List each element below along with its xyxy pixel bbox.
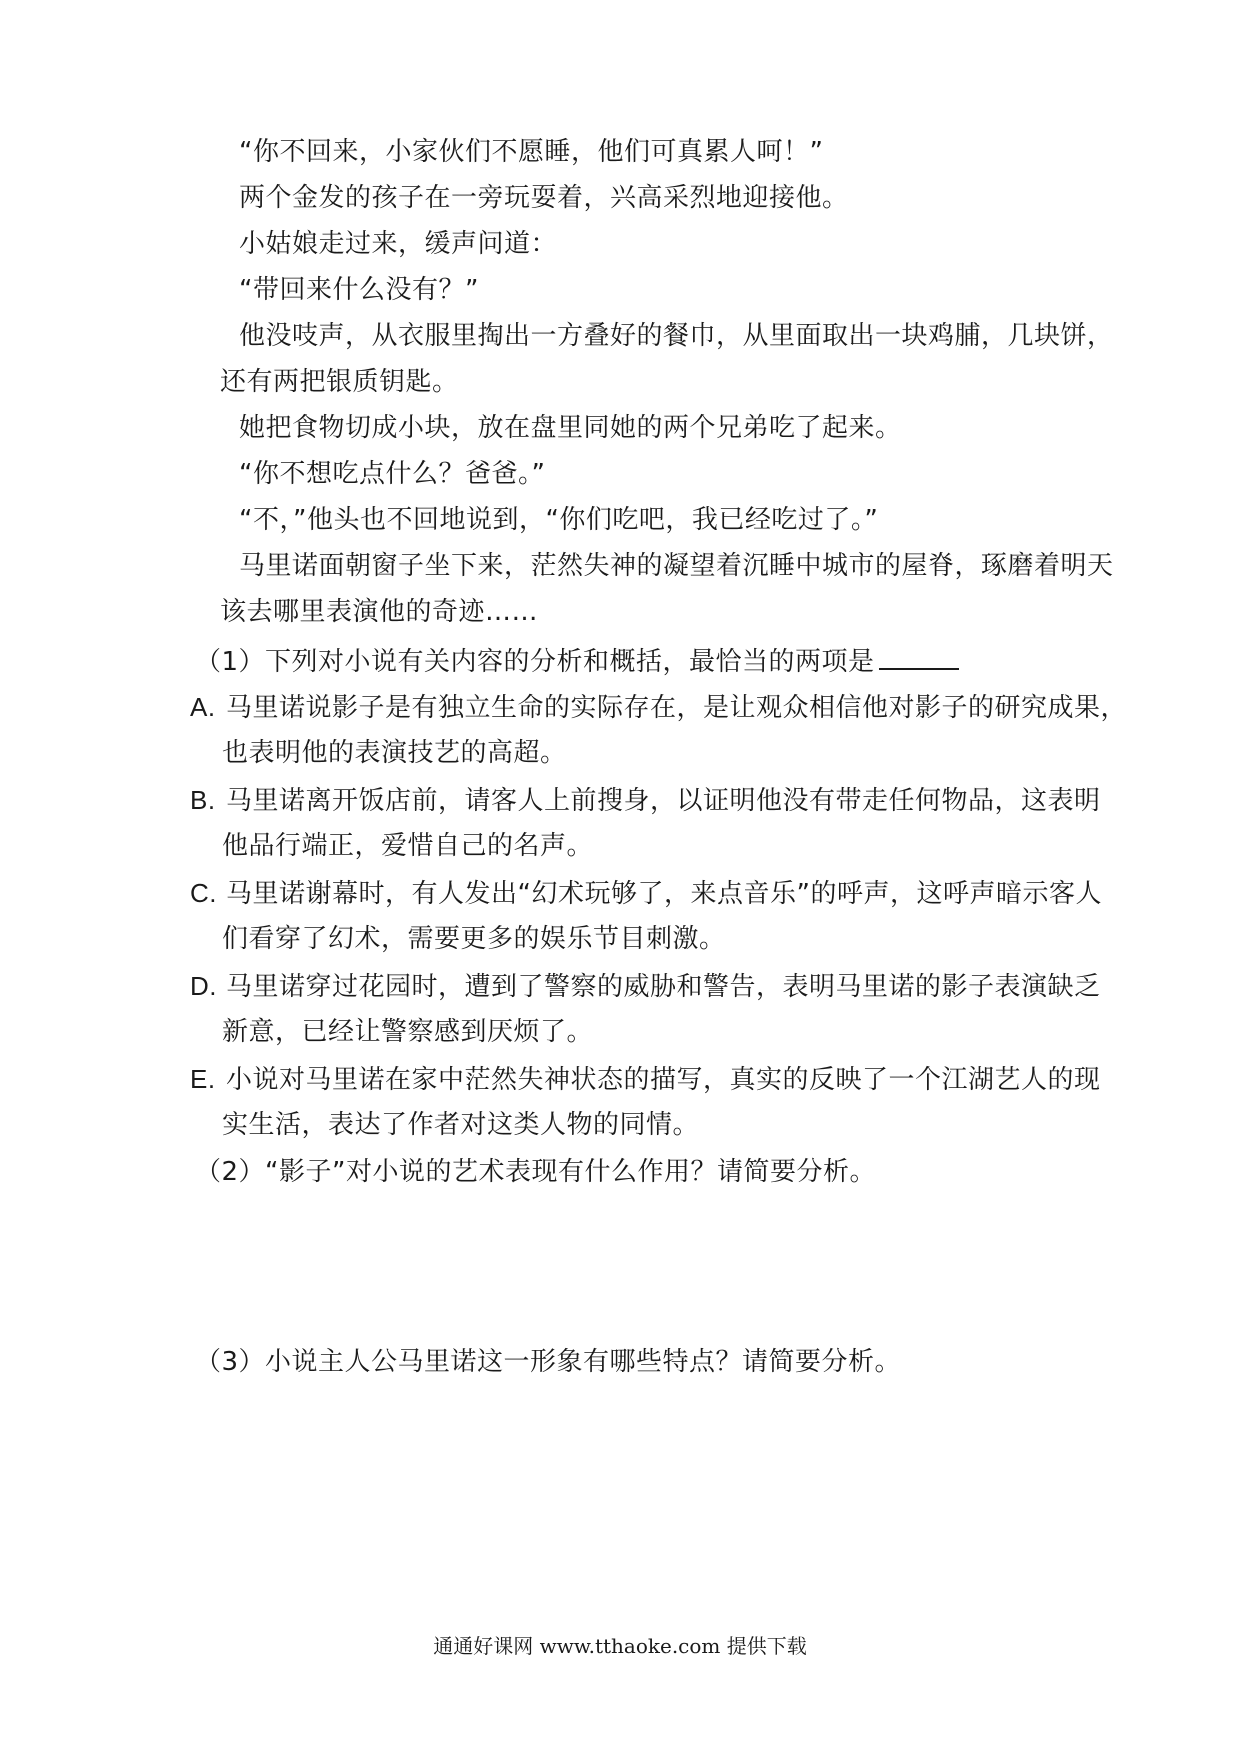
option-letter: B. — [190, 785, 216, 815]
story-line: 小姑娘走过来，缓声问道： — [239, 229, 558, 259]
option-d-continuation: 新意，已经让警察感到厌烦了。 — [222, 1017, 594, 1047]
option-text: 马里诺离开饭店前，请客人上前搜身，以证明他没有带走任何物品，这表明 — [226, 786, 1101, 816]
story-line: “你不回来，小家伙们不愿睡，他们可真累人呵！” — [239, 137, 824, 167]
option-letter: A. — [190, 692, 216, 722]
story-line: “带回来什么没有？” — [239, 275, 479, 305]
option-b-continuation: 他品行端正，爱惜自己的名声。 — [222, 831, 594, 861]
story-line: “你不想吃点什么？爸爸。” — [239, 459, 546, 489]
story-line: “不，”他头也不回地说到，“你们吃吧，我已经吃过了。” — [239, 505, 879, 535]
option-letter: C. — [190, 878, 217, 908]
story-line: 该去哪里表演他的奇迹…… — [220, 597, 539, 627]
story-line: 马里诺面朝窗子坐下来，茫然失神的凝望着沉睡中城市的屋脊，琢磨着明天 — [239, 551, 1114, 581]
question-1-text: （1）下列对小说有关内容的分析和概括，最恰当的两项是 — [195, 647, 875, 677]
option-a-continuation: 也表明他的表演技艺的高超。 — [222, 738, 567, 768]
option-letter: E. — [190, 1064, 216, 1094]
story-line: 两个金发的孩子在一旁玩耍着，兴高采烈地迎接他。 — [239, 183, 849, 213]
option-a — [190, 690, 1127, 725]
question-3: （3）小说主人公马里诺这一形象有哪些特点？请简要分析。 — [195, 1347, 902, 1377]
option-c — [190, 876, 1102, 911]
question-2: （2）“影子”对小说的艺术表现有什么作用？请简要分析。 — [195, 1157, 876, 1187]
story-line: 他没吱声，从衣服里掏出一方叠好的餐巾，从里面取出一块鸡脯，几块饼， — [239, 321, 1114, 351]
option-text: 小说对马里诺在家中茫然失神状态的描写，真实的反映了一个江湖艺人的现 — [226, 1065, 1101, 1095]
page-footer: 通通好课网 www.tthaoke.com 提供下载 — [433, 1634, 807, 1658]
option-letter: D. — [190, 971, 217, 1001]
option-e — [190, 1062, 1101, 1097]
option-text: 马里诺谢幕时，有人发出“幻术玩够了，来点音乐”的呼声，这呼声暗示客人 — [226, 879, 1102, 909]
option-text: 马里诺穿过花园时，遭到了警察的威胁和警告，表明马里诺的影子表演缺乏 — [226, 972, 1101, 1002]
question-1 — [195, 642, 959, 679]
option-c-continuation: 们看穿了幻术，需要更多的娱乐节目刺激。 — [222, 924, 726, 954]
option-text: 马里诺说影子是有独立生命的实际存在，是让观众相信他对影子的研究成果， — [226, 693, 1128, 723]
answer-blank — [879, 642, 959, 670]
option-b — [190, 783, 1101, 818]
story-line: 她把食物切成小块，放在盘里同她的两个兄弟吃了起来。 — [239, 413, 902, 443]
option-d — [190, 969, 1101, 1004]
story-line: 还有两把银质钥匙。 — [220, 367, 459, 397]
option-e-continuation: 实生活，表达了作者对这类人物的同情。 — [222, 1110, 700, 1140]
